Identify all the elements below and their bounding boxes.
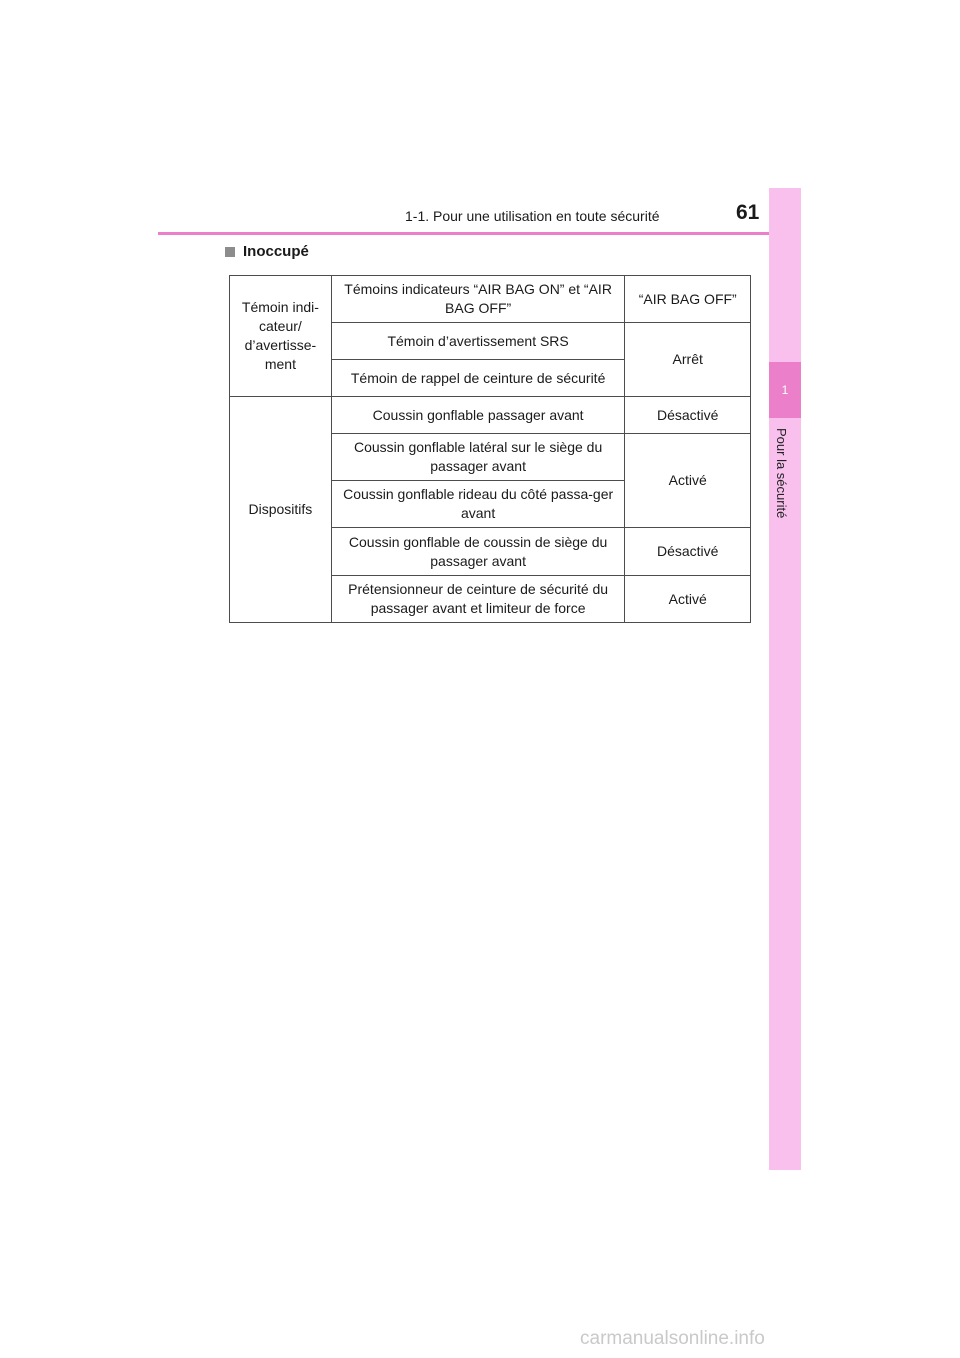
table-cell-item: Témoin de rappel de ceinture de sécurité <box>331 360 625 397</box>
chapter-label: Pour la sécurité <box>774 428 789 519</box>
table-cell-item: Prétensionneur de ceinture de sécurité du passager avant et limiteur de force <box>331 576 625 623</box>
table-cell-status: “AIR BAG OFF” <box>625 276 751 323</box>
section-title: 1-1. Pour une utilisation en toute sécurité <box>405 208 660 224</box>
table-cell-status: Désactivé <box>625 528 751 576</box>
table-cell-status: Activé <box>625 434 751 528</box>
watermark: carmanualsonline.info <box>580 1328 765 1349</box>
chapter-number: 1 <box>781 383 789 397</box>
table-cell-status: Arrêt <box>625 323 751 397</box>
table-cell-item: Coussin gonflable passager avant <box>331 397 625 434</box>
table-cell-item: Coussin gonflable rideau du côté passa-ger avant <box>331 481 625 528</box>
section-heading <box>225 243 309 260</box>
status-table <box>229 275 751 623</box>
chapter-tab[interactable] <box>769 362 801 418</box>
table-cell-item: Témoins indicateurs “AIR BAG ON” et “AIR BAG OFF” <box>331 276 625 323</box>
table-cell-status: Activé <box>625 576 751 623</box>
section-heading-text: Inoccupé <box>243 243 309 260</box>
group-label-devices: Dispositifs <box>230 397 332 623</box>
chapter-side-band <box>769 188 801 1170</box>
table-row <box>230 397 751 434</box>
square-bullet-icon <box>225 247 235 257</box>
group-label-indicators: Témoin indi-cateur/ d’avertisse-ment <box>230 276 332 397</box>
table-cell-item: Témoin d’avertissement SRS <box>331 323 625 360</box>
table-row <box>230 276 751 323</box>
table-cell-item: Coussin gonflable latéral sur le siège du passager avant <box>331 434 625 481</box>
page-number: 61 <box>736 201 760 224</box>
table-cell-status: Désactivé <box>625 397 751 434</box>
table-cell-item: Coussin gonflable de coussin de siège du passager avant <box>331 528 625 576</box>
header-rule <box>158 232 800 235</box>
